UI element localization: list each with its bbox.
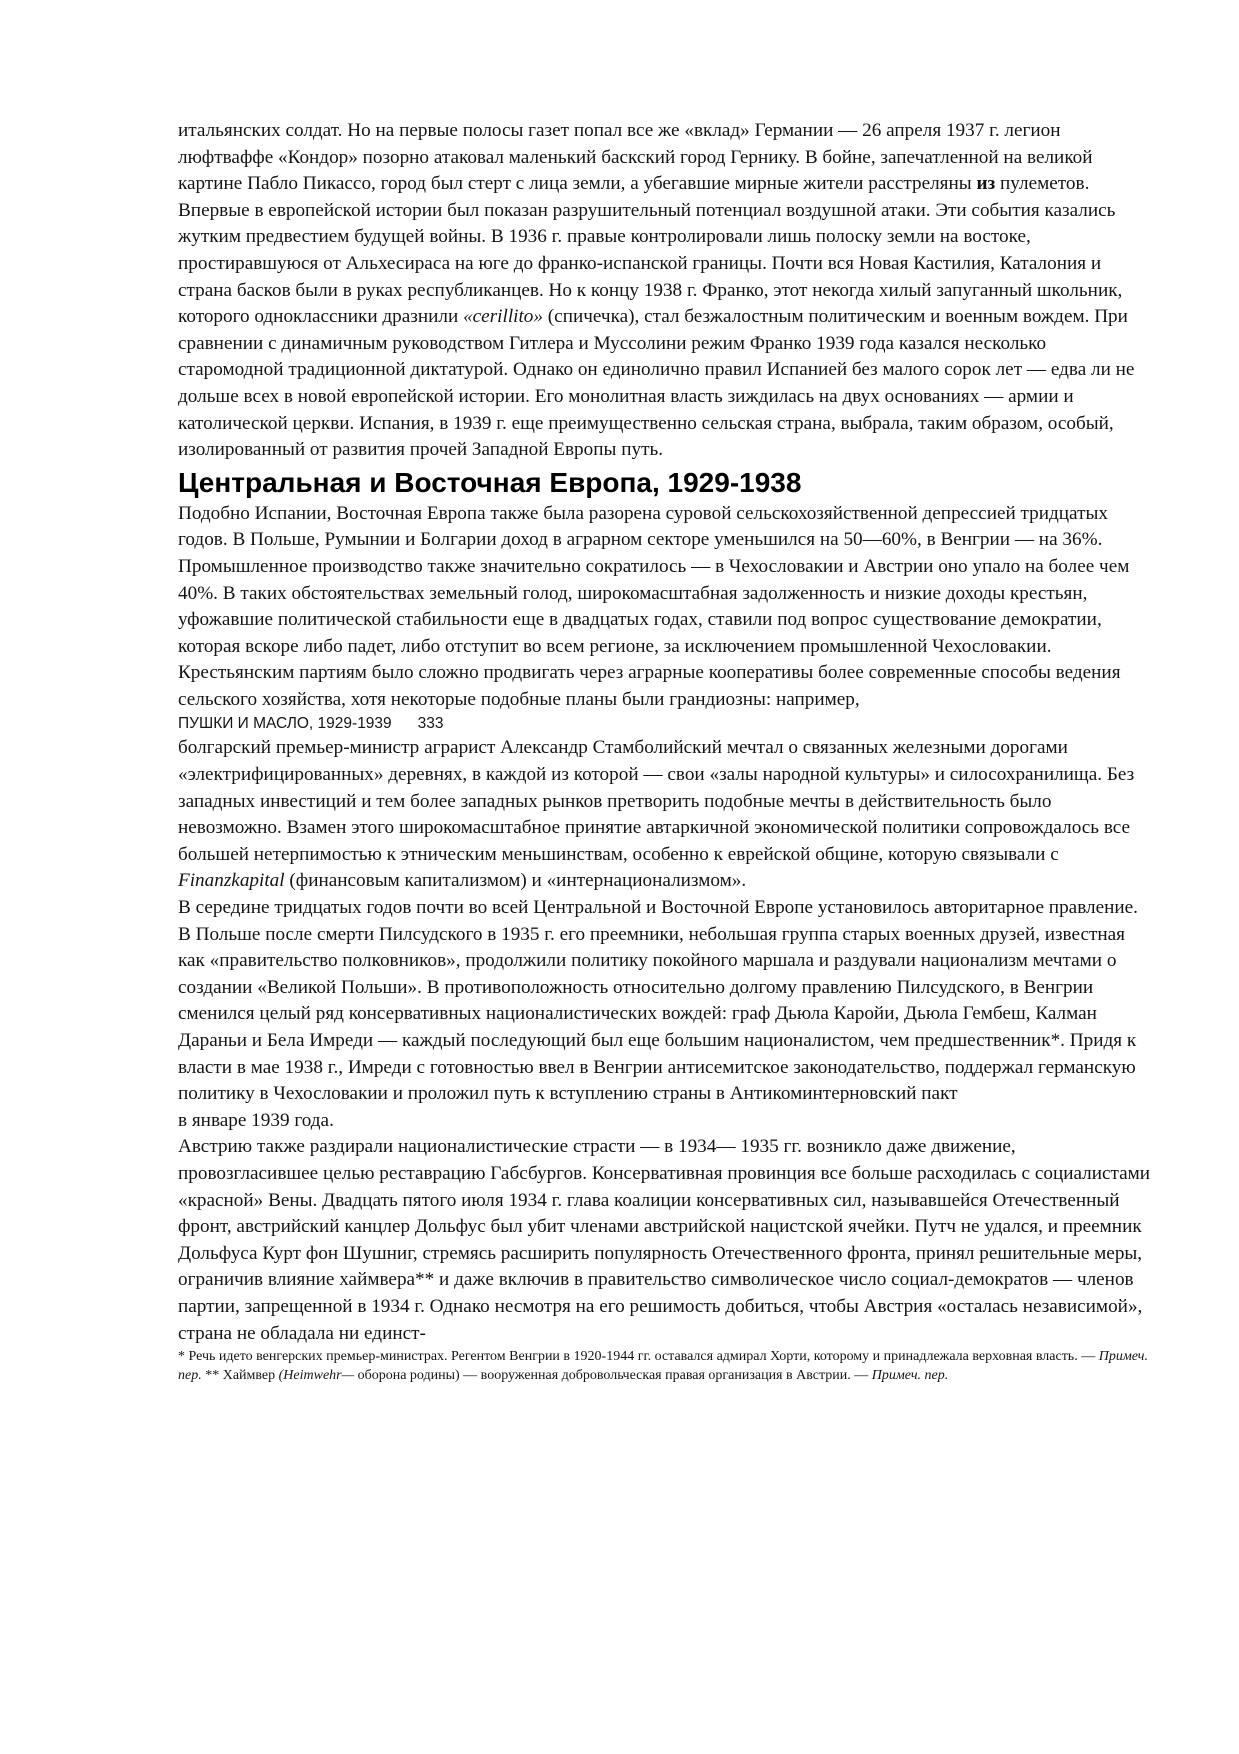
footnote-text: ** Хаймвер xyxy=(201,1368,279,1384)
footnote xyxy=(178,1347,1153,1385)
text-segment: (спичечка), стал безжалостным политическим и военным вождем. При сравнении с динамичным руководством Гитлера и Муссолини режим Франко 1939 года казался несколько старомодной традиционной диктатурой. Однако он единолично правил Испанией без малого сорок лет — едва ли не дольше всех в новой европейской истории. Его монолитная власть зиждилась на двух основаниях — армии и католической церкви. Испания, в 1939 г. еще преимущественно сельская страна, выбрала, таким образом, особый, изолированный от развития прочей Западной Европы путь. xyxy=(178,306,1135,461)
running-head xyxy=(178,713,1153,735)
paragraph-bulgaria xyxy=(178,735,1153,895)
paragraph-austria: Австрию также раздирали националистические страсти — в 1934— 1935 гг. возникло даже движение, провозгласившее целью реставрацию Габсбургов. Консервативная провинция все больше расходилась с социалистами «красной» Вены. Двадцать пятого июля 1934 г. глава коалиции консервативных сил, называвшейся Отечественный фронт, австрийский канцлер Дольфус был убит членами австрийской нацистской ячейки. Путч не удался, и преемник Дольфуса Курт фон Шушниг, стремясь расширить популярность Отечественного фронта, принял решительные меры, ограничив влияние хаймвера** и даже включив в правительство символическое число социал-демократов — членов партии, запрещенной в 1934 г. Однако несмотря на его решимость добиться, чтобы Австрия «осталась независимой», страна не обладала ни единст- xyxy=(178,1136,1151,1344)
book-page xyxy=(178,118,1153,1385)
paragraph-depression: Подобно Испании, Восточная Европа также была разорена суровой сельскохозяйственной депрессией тридцатых годов. В Польше, Румынии и Болгарии доход в аграрном секторе уменьшился на 50—60%, в Венгрии — на 36%. Промышленное производство также значительно сократилось — в Чехословакии и Австрии оно упало на более чем 40%. В таких обстоятельствах земельный голод, широкомасштабная задолженность и низкие доходы крестьян, уфожавшие политической стабильности еще в двадцатых годах, ставили под вопрос существование демократии, которая вскоре либо падет, либо отступит во всем регионе, за исключением промышленной Чехословакии. xyxy=(178,502,1130,657)
italic-term-cerillito: «cerillito» xyxy=(463,306,543,328)
paragraph-peasant-parties: Крестьянским партиям было сложно продвигать через аграрные кооперативы более современные способы ведения сельского хозяйства, хотя некоторые подобные планы были грандиозны: например, xyxy=(178,662,1121,710)
footnote-italic-term: (Heimwehr— xyxy=(278,1368,355,1384)
paragraph-continuation: в январе 1939 года. xyxy=(178,1109,334,1131)
footnote-text: оборона родины) — вооруженная добровольческая правая организация в Австрии. — xyxy=(354,1368,872,1384)
section-heading: Центральная и Восточная Европа, 1929-1938 xyxy=(178,466,802,498)
paragraph-authoritarian: В середине тридцатых годов почти во всей Центральной и Восточной Европе установилось авторитарное правление. В Польше после смерти Пилсудского в 1935 г. его преемники, небольшая группа старых военных друзей, известная как «правительство полковников», продолжили политику покойного маршала и раздували национализм мечтами о создании «Великой Польши». В противоположность относительно долгому правлению Пилсудского, в Венгрии сменился целый ряд консервативных националистических вождей: граф Дьюла Каройи, Дьюла Гембеш, Калман Дараньи и Бела Имреди — каждый последующий был еще большим националистом, чем предшественник*. Придя к власти в мае 1938 г., Имреди с готовностью ввел в Венгрии антисемитское законодательство, поддержал германскую политику в Чехословакии и проложил путь к вступлению страны в Антикоминтерновский пакт xyxy=(178,897,1138,1105)
italic-term-finanzkapital: Finanzkapital xyxy=(178,870,285,892)
footnote-note-marker: Примеч. пер. xyxy=(178,1349,1148,1384)
page-number: 333 xyxy=(417,715,444,733)
text-segment: (финансовым капитализмом) и «интернационализмом». xyxy=(284,870,747,892)
text-segment: итальянских солдат. Но на первые полосы газет попал все же «вклад» Германии — 26 апреля 1937 г. легион люфтваффе «Кондор» позорно атаковал маленький баскский город Гернику. В бойне, запечатленной на великой картине Пабло Пикассо, город был стерт с лица земли, а убегавшие мирные жители расстреляны xyxy=(178,120,1093,195)
bold-text: из xyxy=(976,173,996,195)
running-head-title: ПУШКИ И МАСЛО, 1929-1939 xyxy=(178,715,392,733)
text-segment: пулеметов. Впервые в европейской истории был показан разрушительный потенциал воздушной атаки. Эти события казались жутким предвестием будущей войны. В 1936 г. правые контролировали лишь полоску земли на востоке, простиравшуюся от Альхесираса на юге до франко-испанской границы. Почти вся Новая Кастилия, Каталония и страна басков были в руках республиканцев. Но к концу 1938 г. Франко, этот некогда хилый запуганный школьник, которого одноклассники дразнили xyxy=(178,173,1123,328)
footnote-note-marker: Примеч. пер. xyxy=(871,1368,949,1384)
text-segment: болгарский премьер-министр аграрист Александр Стамболийский мечтал о связанных железными дорогами «электрифицированных» деревнях, в каждой из которой — свои «залы народной культуры» и силосохранилища. Без западных инвестиций и тем более западных рынков претворить подобные мечты в действительность было невозможно. Взамен этого широкомасштабное принятие автаркичной экономической политики сопровождалось все большей нетерпимостью к этническим меньшинствам, особенно к еврейской общине, которую связывали с xyxy=(178,737,1135,865)
footnote-text: * Речь идето венгерских премьер-министрах. Регентом Венгрии в 1920-1944 гг. оставался адмирал Хорти, которому и принадлежала верховная власть. — xyxy=(178,1349,1099,1365)
paragraph-spain xyxy=(178,118,1153,464)
